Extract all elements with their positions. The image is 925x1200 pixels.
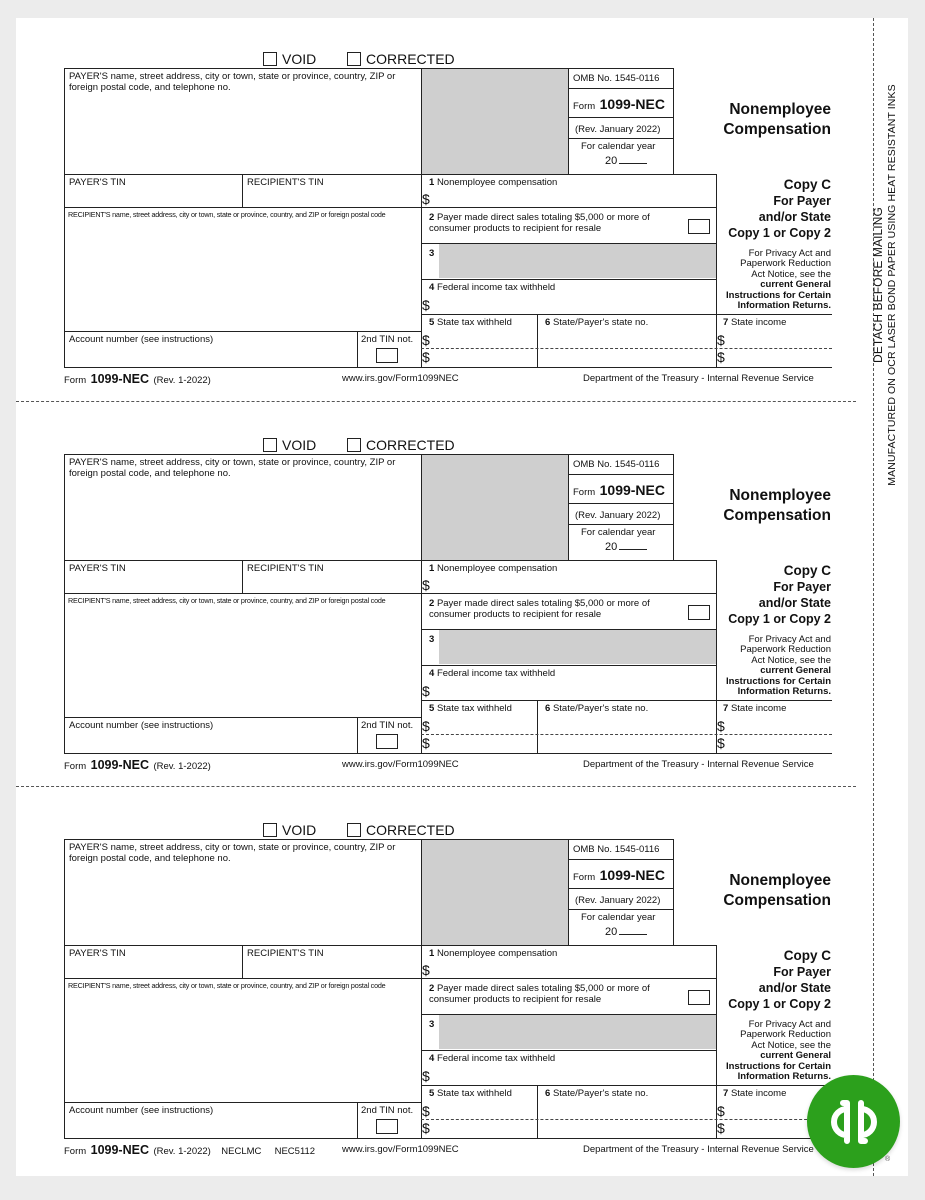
payer-tin-field[interactable] [65, 574, 241, 592]
shaded-area [422, 69, 568, 174]
recipient-name-field[interactable] [65, 607, 420, 716]
box1-label [429, 948, 557, 959]
box4-number: 4 [429, 1053, 435, 1064]
box3-shaded [439, 244, 716, 278]
box7-label [723, 317, 786, 328]
footer-form-word: Form [64, 761, 87, 772]
privacy-line-6: Information Returns. [737, 300, 831, 312]
heading-line-2: Compensation [723, 892, 831, 909]
box7-dollar-1: $ [717, 718, 725, 734]
privacy-line-6: Information Returns. [737, 1071, 831, 1083]
box5-line1-field[interactable] [422, 717, 536, 734]
footer-form-word: Form [64, 1146, 87, 1157]
footer-form-name: 1099-NEC [90, 1143, 149, 1157]
box7-dollar-2: $ [717, 1120, 725, 1136]
copy-c-block [716, 948, 831, 1012]
footer-department: Department of the Treasury - Internal Revenue Service [583, 373, 814, 384]
box5-line2-field[interactable] [422, 1120, 536, 1137]
account-number-field[interactable] [65, 347, 355, 366]
privacy-line-1: For Privacy Act and [748, 1019, 831, 1030]
box5-dollar-1: $ [422, 332, 430, 348]
box6-number: 6 [545, 1088, 551, 1099]
account-number-label: Account number (see instructions) [69, 720, 214, 731]
box6-number: 6 [545, 317, 551, 328]
box4-text: Federal income tax withheld [436, 668, 556, 679]
footer-revision: (Rev. 1-2022) [153, 375, 211, 386]
void-checkbox[interactable] [263, 438, 277, 452]
box2-label [429, 598, 679, 620]
void-label: VOID [282, 822, 317, 838]
payer-name-label: PAYER'S name, street address, city or town, state or province, country, ZIP or foreign postal code, and telephone no. [69, 71, 396, 93]
rule [568, 68, 569, 174]
box2-label [429, 212, 679, 234]
copy-line-1: Copy C [783, 563, 831, 578]
second-tin-label: 2nd TIN not. [361, 720, 414, 731]
privacy-line-4: current General [760, 279, 831, 291]
dashed-rule [421, 734, 832, 735]
rule [357, 1102, 358, 1138]
box7-dollar-2: $ [717, 735, 725, 751]
rule [421, 700, 832, 701]
rule [421, 279, 716, 280]
heading-line-1: Nonemployee [729, 101, 831, 118]
box5-text: State tax withheld [436, 703, 512, 714]
form-heading [700, 871, 831, 911]
copy-line-3: and/or State [758, 981, 831, 995]
payer-name-field[interactable] [65, 855, 420, 944]
manufactured-text: MANUFACTURED ON OCR LASER BOND PAPER USING HEAT RESISTANT INKS [886, 84, 898, 486]
account-number-label: Account number (see instructions) [69, 334, 214, 345]
box6-text: State/Payer's state no. [552, 1088, 649, 1099]
box1-label [429, 563, 557, 574]
box6-number: 6 [545, 703, 551, 714]
box4-amount-field[interactable] [422, 1067, 715, 1084]
calendar-year-label: For calendar year [581, 912, 656, 923]
footer-revision: (Rev. 1-2022) [153, 1146, 211, 1157]
box5-number: 5 [429, 317, 435, 328]
copy-line-2: For Payer [773, 965, 831, 979]
form-word: Form [573, 487, 596, 498]
privacy-line-3: Act Notice, see the [751, 654, 831, 666]
box4-amount-field[interactable] [422, 296, 715, 313]
recipient-tin-label: RECIPIENT'S TIN [247, 177, 324, 188]
footer-url: www.irs.gov/Form1099NEC [342, 759, 459, 770]
form-1099-nec-2 [0, 386, 925, 771]
rule [64, 560, 716, 561]
corrected-checkbox-row[interactable] [347, 822, 455, 838]
box7-dollar-1: $ [717, 332, 725, 348]
box3-number: 3 [429, 1019, 435, 1030]
rule [64, 1102, 421, 1103]
rule [568, 474, 673, 475]
omb-number: OMB No. 1545-0116 [573, 844, 660, 855]
rule [64, 978, 421, 979]
form-name: 1099-NEC [599, 96, 665, 112]
box2-checkbox[interactable] [688, 219, 710, 234]
rule [568, 88, 673, 89]
privacy-line-2: Paperwork Reduction [740, 644, 831, 656]
box1-text: Nonemployee compensation [436, 563, 558, 574]
copy-line-4: Copy 1 or Copy 2 [728, 612, 831, 626]
box2-checkbox[interactable] [688, 990, 710, 1005]
footer-department: Department of the Treasury - Internal Revenue Service [583, 759, 814, 770]
box1-amount-field[interactable] [422, 961, 715, 978]
box5-line2-field[interactable] [422, 349, 536, 366]
payer-tin-label: PAYER'S TIN [69, 948, 126, 959]
box2-number: 2 [429, 983, 435, 994]
rule [421, 978, 716, 979]
recipient-name-field[interactable] [65, 221, 420, 330]
box6-label [545, 1088, 648, 1099]
copy-line-4: Copy 1 or Copy 2 [728, 997, 831, 1011]
corrected-label: CORRECTED [366, 437, 455, 453]
account-number-label: Account number (see instructions) [69, 1105, 214, 1116]
copy-line-1: Copy C [783, 948, 831, 963]
account-number-field[interactable] [65, 1118, 355, 1137]
rule [421, 593, 716, 594]
copy-c-block [716, 563, 831, 627]
rule [673, 839, 674, 945]
footer-form-name: 1099-NEC [90, 758, 149, 772]
second-tin-checkbox[interactable] [376, 734, 398, 749]
rule [64, 207, 421, 208]
box2-text: Payer made direct sales totaling $5,000 or more of consumer products to recipient for resale [429, 212, 650, 234]
box7-number: 7 [723, 317, 729, 328]
box5-line1-field[interactable] [422, 1102, 536, 1119]
box4-dollar: $ [422, 683, 430, 699]
recipient-tin-label: RECIPIENT'S TIN [247, 948, 324, 959]
void-checkbox-row[interactable] [263, 437, 316, 453]
shaded-area [422, 455, 568, 560]
privacy-line-2: Paperwork Reduction [740, 258, 831, 270]
calendar-year-field[interactable] [605, 541, 647, 553]
box5-label [429, 317, 512, 328]
corrected-checkbox[interactable] [347, 823, 361, 837]
rule [421, 665, 716, 666]
box1-dollar: $ [422, 962, 430, 978]
rule [357, 717, 358, 753]
payer-name-field[interactable] [65, 470, 420, 559]
void-checkbox[interactable] [263, 823, 277, 837]
dashed-rule [421, 1119, 832, 1120]
form-word: Form [573, 872, 596, 883]
box5-number: 5 [429, 1088, 435, 1099]
box6-label [545, 703, 648, 714]
second-tin-checkbox[interactable] [376, 1119, 398, 1134]
box1-number: 1 [429, 563, 435, 574]
rule [568, 503, 673, 504]
footer-form-name: 1099-NEC [90, 372, 149, 386]
dashed-rule [421, 348, 832, 349]
rule [568, 839, 569, 945]
privacy-line-1: For Privacy Act and [748, 248, 831, 259]
form-title [573, 96, 665, 114]
rule [568, 117, 673, 118]
box5-text: State tax withheld [436, 1088, 512, 1099]
corrected-checkbox-row[interactable] [347, 437, 455, 453]
rule [421, 1050, 716, 1051]
box1-amount-field[interactable] [422, 190, 715, 207]
box4-text: Federal income tax withheld [436, 282, 556, 293]
heading-line-1: Nonemployee [729, 487, 831, 504]
box7-line2-field[interactable] [717, 735, 832, 752]
rule [64, 839, 674, 840]
privacy-line-1: For Privacy Act and [748, 634, 831, 645]
footer-url: www.irs.gov/Form1099NEC [342, 1144, 459, 1155]
detach-text: DETACH BEFORE MAILING [871, 207, 885, 363]
omb-number: OMB No. 1545-0116 [573, 73, 660, 84]
payer-name-label: PAYER'S name, street address, city or town, state or province, country, ZIP or foreign postal code, and telephone no. [69, 842, 396, 864]
rule [64, 1138, 832, 1139]
calendar-year-field[interactable] [605, 926, 647, 938]
rule [421, 207, 716, 208]
rule [64, 454, 674, 455]
form-1099-nec-1 [0, 0, 925, 385]
copy-line-3: and/or State [758, 596, 831, 610]
form-heading [700, 100, 831, 140]
box7-line1-field[interactable] [717, 717, 832, 734]
footer-url: www.irs.gov/Form1099NEC [342, 373, 459, 384]
box7-label [723, 703, 786, 714]
rule [64, 367, 832, 368]
box7-line1-field[interactable] [717, 331, 832, 348]
void-checkbox-row[interactable] [263, 51, 316, 67]
recipient-tin-field[interactable] [243, 188, 420, 206]
box4-text: Federal income tax withheld [436, 1053, 556, 1064]
privacy-line-2: Paperwork Reduction [740, 1029, 831, 1041]
rule [357, 331, 358, 367]
box6-text: State/Payer's state no. [552, 703, 649, 714]
privacy-line-5: Instructions for Certain [725, 1060, 831, 1072]
rule [568, 888, 673, 889]
recipient-tin-label: RECIPIENT'S TIN [247, 563, 324, 574]
second-tin-label: 2nd TIN not. [361, 334, 414, 345]
corrected-checkbox-row[interactable] [347, 51, 455, 67]
box5-dollar-1: $ [422, 718, 430, 734]
copy-line-3: and/or State [758, 210, 831, 224]
box2-number: 2 [429, 598, 435, 609]
rule [64, 331, 421, 332]
corrected-checkbox[interactable] [347, 438, 361, 452]
privacy-notice [706, 1020, 831, 1082]
box5-dollar-2: $ [422, 1120, 430, 1136]
account-number-field[interactable] [65, 733, 355, 752]
void-checkbox-row[interactable] [263, 822, 316, 838]
privacy-line-3: Act Notice, see the [751, 1039, 831, 1051]
box7-dollar-2: $ [717, 349, 725, 365]
box6-text: State/Payer's state no. [552, 317, 649, 328]
copy-line-2: For Payer [773, 580, 831, 594]
form-title [573, 482, 665, 500]
privacy-line-4: current General [760, 665, 831, 677]
payer-name-field[interactable] [65, 84, 420, 173]
footer-department: Department of the Treasury - Internal Revenue Service [583, 1144, 814, 1155]
privacy-notice [706, 635, 831, 697]
recipient-tin-field[interactable] [243, 574, 420, 592]
box4-dollar: $ [422, 1068, 430, 1084]
heading-line-1: Nonemployee [729, 872, 831, 889]
payer-tin-label: PAYER'S TIN [69, 563, 126, 574]
box1-number: 1 [429, 177, 435, 188]
privacy-line-5: Instructions for Certain [725, 675, 831, 687]
void-label: VOID [282, 437, 317, 453]
form-1099-nec-3 [0, 771, 925, 1156]
footer-form-word: Form [64, 375, 87, 386]
calendar-year-prefix: 20 [605, 541, 618, 553]
privacy-line-5: Instructions for Certain [725, 289, 831, 301]
rule [568, 454, 569, 560]
footer-codes: NECLMC NEC5112 [221, 1146, 316, 1157]
box5-dollar-1: $ [422, 1103, 430, 1119]
box7-number: 7 [723, 703, 729, 714]
copy-line-2: For Payer [773, 194, 831, 208]
box7-label [723, 1088, 786, 1099]
second-tin-checkbox[interactable] [376, 348, 398, 363]
payer-name-label: PAYER'S name, street address, city or town, state or province, country, ZIP or foreign postal code, and telephone no. [69, 457, 396, 479]
rule [421, 314, 832, 315]
box1-amount-field[interactable] [422, 576, 715, 593]
rule [64, 945, 716, 946]
corrected-checkbox[interactable] [347, 52, 361, 66]
payer-tin-field[interactable] [65, 188, 241, 206]
box5-dollar-2: $ [422, 735, 430, 751]
box4-label [429, 1053, 555, 1064]
box1-dollar: $ [422, 577, 430, 593]
rule [568, 524, 673, 525]
box3-shaded [439, 630, 716, 664]
box5-line1-field[interactable] [422, 331, 536, 348]
box7-number: 7 [723, 1088, 729, 1099]
calendar-year-prefix: 20 [605, 155, 618, 167]
revision-date: (Rev. January 2022) [575, 124, 661, 135]
box4-number: 4 [429, 668, 435, 679]
recipient-name-label: RECIPIENT'S name, street address, city or town, state or province, country, and ZIP or foreign postal code [68, 210, 386, 219]
rule [673, 454, 674, 560]
omb-number: OMB No. 1545-0116 [573, 459, 660, 470]
privacy-line-3: Act Notice, see the [751, 268, 831, 280]
box2-text: Payer made direct sales totaling $5,000 or more of consumer products to recipient for resale [429, 598, 650, 620]
box3-number: 3 [429, 248, 435, 259]
box4-number: 4 [429, 282, 435, 293]
recipient-name-label: RECIPIENT'S name, street address, city or town, state or province, country, and ZIP or foreign postal code [68, 596, 386, 605]
heading-line-2: Compensation [723, 121, 831, 138]
box2-text: Payer made direct sales totaling $5,000 or more of consumer products to recipient for resale [429, 983, 650, 1005]
box2-number: 2 [429, 212, 435, 223]
footer-form-id [64, 1141, 315, 1159]
calendar-year-label: For calendar year [581, 141, 656, 152]
recipient-name-label: RECIPIENT'S name, street address, city or town, state or province, country, and ZIP or foreign postal code [68, 981, 386, 990]
box1-dollar: $ [422, 191, 430, 207]
box5-line2-field[interactable] [422, 735, 536, 752]
box6-label [545, 317, 648, 328]
second-tin-label: 2nd TIN not. [361, 1105, 414, 1116]
form-name: 1099-NEC [599, 482, 665, 498]
calendar-year-label: For calendar year [581, 527, 656, 538]
form-title [573, 867, 665, 885]
rule [568, 909, 673, 910]
box7-line2-field[interactable] [717, 349, 832, 366]
footer-revision: (Rev. 1-2022) [153, 761, 211, 772]
box1-number: 1 [429, 948, 435, 959]
box1-text: Nonemployee compensation [436, 948, 558, 959]
heading-line-2: Compensation [723, 507, 831, 524]
box4-label [429, 282, 555, 293]
rule [673, 68, 674, 174]
box1-label [429, 177, 557, 188]
payer-tin-label: PAYER'S TIN [69, 177, 126, 188]
form-name: 1099-NEC [599, 867, 665, 883]
revision-date: (Rev. January 2022) [575, 895, 661, 906]
privacy-notice [706, 249, 831, 311]
payer-tin-field[interactable] [65, 959, 241, 977]
box4-amount-field[interactable] [422, 682, 715, 699]
void-label: VOID [282, 51, 317, 67]
box7-text: State income [730, 317, 787, 328]
rule [64, 753, 832, 754]
revision-date: (Rev. January 2022) [575, 510, 661, 521]
corrected-label: CORRECTED [366, 51, 455, 67]
rule [64, 68, 674, 69]
rule [64, 717, 421, 718]
box3-number: 3 [429, 634, 435, 645]
box7-dollar-1: $ [717, 1103, 725, 1119]
box5-number: 5 [429, 703, 435, 714]
quickbooks-logo-icon [807, 1075, 900, 1168]
recipient-name-field[interactable] [65, 992, 420, 1101]
box4-label [429, 668, 555, 679]
box3-shaded [439, 1015, 716, 1049]
void-checkbox[interactable] [263, 52, 277, 66]
qb-glyph-icon [819, 1087, 889, 1157]
calendar-year-field[interactable] [605, 155, 647, 167]
calendar-year-prefix: 20 [605, 926, 618, 938]
registered-mark: ® [885, 1156, 891, 1163]
form-word: Form [573, 101, 596, 112]
rule [64, 593, 421, 594]
copy-line-4: Copy 1 or Copy 2 [728, 226, 831, 240]
copy-c-block [716, 177, 831, 241]
box1-text: Nonemployee compensation [436, 177, 558, 188]
box4-dollar: $ [422, 297, 430, 313]
rule [568, 859, 673, 860]
form-heading [700, 486, 831, 526]
box2-label [429, 983, 679, 1005]
corrected-label: CORRECTED [366, 822, 455, 838]
box5-label [429, 703, 512, 714]
recipient-tin-field[interactable] [243, 959, 420, 977]
box5-text: State tax withheld [436, 317, 512, 328]
privacy-line-4: current General [760, 1050, 831, 1062]
rule [64, 174, 716, 175]
box5-dollar-2: $ [422, 349, 430, 365]
box7-text: State income [730, 703, 787, 714]
box2-checkbox[interactable] [688, 605, 710, 620]
copy-line-1: Copy C [783, 177, 831, 192]
shaded-area [422, 840, 568, 945]
privacy-line-6: Information Returns. [737, 686, 831, 698]
box5-label [429, 1088, 512, 1099]
rule [421, 1085, 832, 1086]
box7-text: State income [730, 1088, 787, 1099]
rule [568, 138, 673, 139]
